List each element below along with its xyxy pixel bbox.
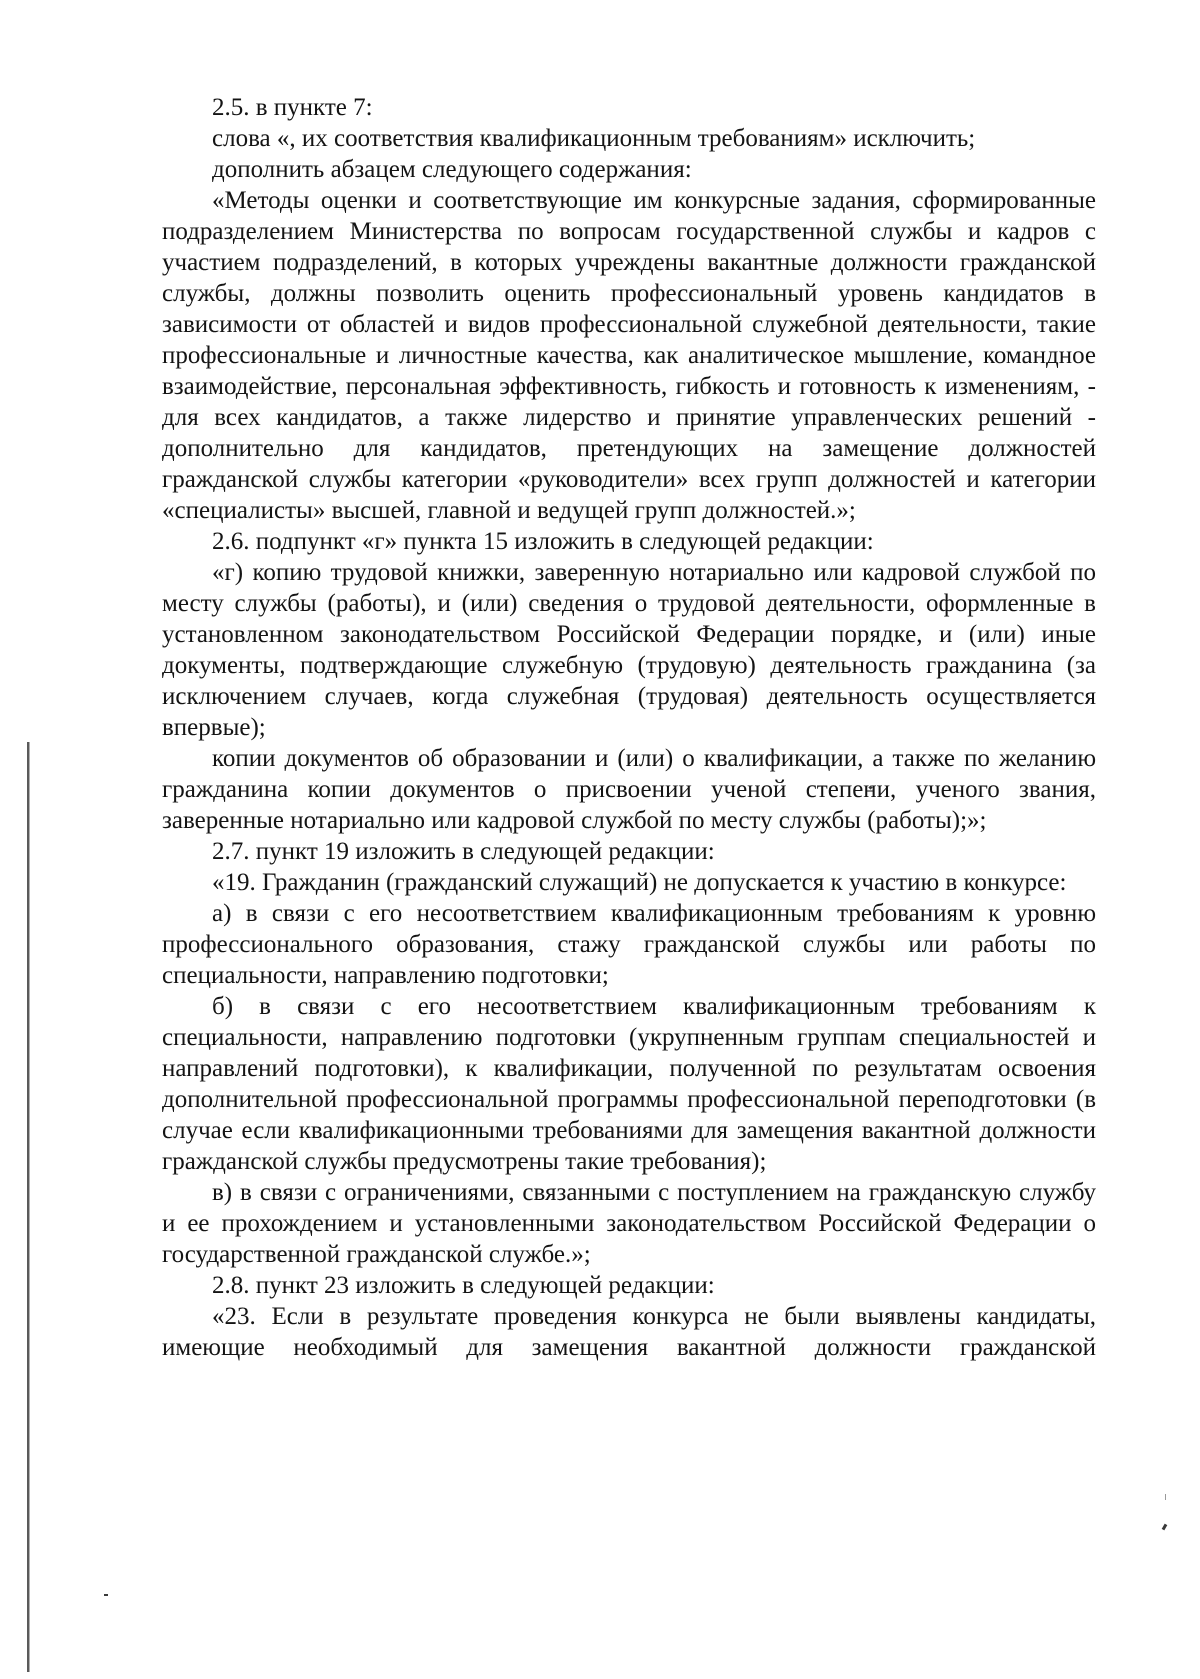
document-paragraph: «г) копию трудовой книжки, заверенную нотариально или кадровой службой по месту службы (работы), и (или) сведения о трудовой деятельности, оформленные в установленном законодательством Российской Федерации порядке, и (или) иные документы, подтверждающие служебную (трудовую) деятельность гражданина (за исключением случаев, когда служебная (трудовая) деятельность осуществляется впервые); <box>162 559 1096 741</box>
document-paragraph: слова «, их соответствия квалификационным требованиям» исключить; <box>212 125 976 152</box>
document-paragraph: «19. Гражданин (гражданский служащий) не допускается к участию в конкурсе: <box>212 869 1067 896</box>
document-paragraph: «23. Если в результате проведения конкурса не были выявлены кандидаты, имеющие необходимый для замещения вакантной должности гражданской <box>162 1303 1096 1361</box>
document-paragraph: б) в связи с его несоответствием квалификационным требованиям к специальности, направлению подготовки (укрупненным группам специальностей и направлений подготовки), к квалификации, полученной по результатам освоения дополнительной профессиональной программы профессиональной переподготовки (в случае если квалификационными требованиями для замещения вакантной должности гражданской службы предусмотрены такие требования); <box>162 993 1096 1175</box>
document-paragraph: «Методы оценки и соответствующие им конкурсные задания, сформированные подразделением Министерства по вопросам государственной службы и кадров с участием подразделений, в которых учреждены вакантные должности гражданской службы, должны позволить оценить профессиональный уровень кандидатов в зависимости от областей и видов профессиональной служебной деятельности, такие профессиональные и личностные качества, как аналитическое мышление, командное взаимодействие, персональная эффективность, гибкость и готовность к изменениям, - для всех кандидатов, а также лидерство и принятие управленческих решений - дополнительно для кандидатов, претендующих на замещение должностей гражданской службы категории «руководители» всех групп должностей и категории «специалисты» высшей, главной и ведущей групп должностей.»; <box>162 187 1096 524</box>
document-paragraph: 2.8. пункт 23 изложить в следующей редакции: <box>212 1272 715 1299</box>
document-paragraph: 2.7. пункт 19 изложить в следующей редакции: <box>212 838 715 865</box>
scan-speck <box>1162 1524 1168 1531</box>
scan-speck <box>1165 1494 1166 1500</box>
document-paragraph: дополнить абзацем следующего содержания: <box>212 156 692 183</box>
document-paragraph: а) в связи с его несоответствием квалификационным требованиям к уровню профессионального образования, стажу гражданской службы или работы по специальности, направлению подготовки; <box>162 900 1096 989</box>
document-body <box>162 92 1096 1363</box>
scan-speck <box>104 1594 108 1596</box>
document-paragraph: 2.5. в пункте 7: <box>212 94 373 121</box>
document-paragraph: в) в связи с ограничениями, связанными с поступлением на гражданскую службу и ее прохождением и установленными законодательством Российской Федерации о государственной гражданской службе.»; <box>162 1179 1096 1268</box>
document-paragraph: копии документов об образовании и (или) о квалификации, а также по желанию гражданина копии документов о присвоении ученой степени, ученого звания, заверенные нотариально или кадровой службой по месту службы (работы);»; <box>162 745 1096 834</box>
scan-edge-shadow <box>29 742 30 1672</box>
document-paragraph: 2.6. подпункт «г» пункта 15 изложить в следующей редакции: <box>212 528 874 555</box>
